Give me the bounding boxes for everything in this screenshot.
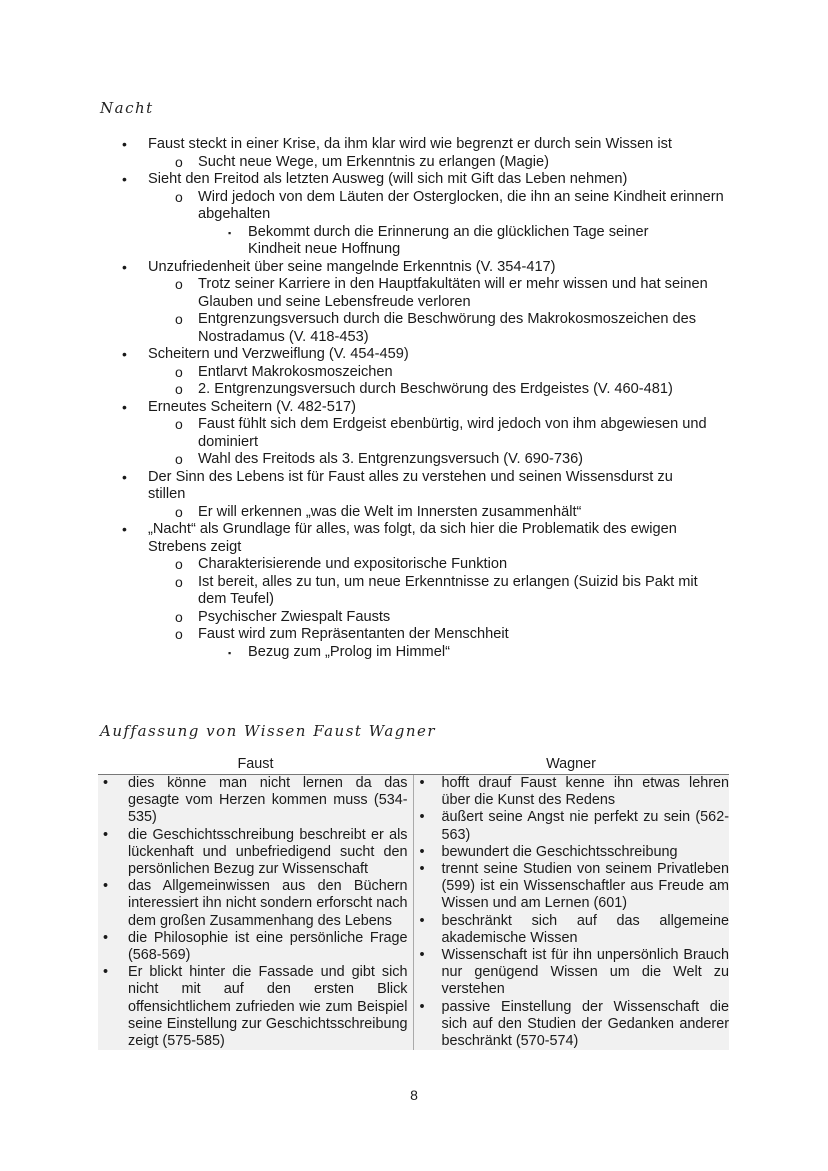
comparison-table bbox=[98, 756, 729, 1050]
square-bullet-icon: ▪ bbox=[228, 647, 232, 658]
table-cell-item: • äußert seine Angst nie perfekt zu sein (562-563) bbox=[419, 809, 729, 843]
page-number: 8 bbox=[410, 1087, 418, 1103]
circle-bullet-icon: o bbox=[175, 188, 183, 205]
list-item: • Der Sinn des Lebens ist für Faust alles zu verstehen und seinen Wissensdurst zu stillen bbox=[122, 468, 673, 502]
bullet-icon: • bbox=[419, 809, 425, 826]
table-cell-item: • die Geschichtsschreibung beschreibt er als lückenhaft und unbefriedigend sucht den persönlichen Bezug zur Wissenschaft bbox=[103, 826, 408, 878]
circle-bullet-icon: o bbox=[175, 626, 183, 642]
list-item: o Ist bereit, alles zu tun, um neue Erkenntnisse zu erlangen (Suizid bis Pakt mit dem Teufel) bbox=[175, 573, 698, 607]
circle-bullet-icon: o bbox=[175, 416, 183, 432]
table-cell-item: • passive Einstellung der Wissenschaft die sich auf den Studien der Gedanken anderer beschränkt (570-574) bbox=[419, 998, 729, 1050]
bullet-icon: • bbox=[122, 346, 127, 362]
circle-bullet-icon: o bbox=[175, 573, 183, 590]
list-item: o Faust fühlt sich dem Erdgeist ebenbürtig, wird jedoch von ihm abgewiesen und dominiert bbox=[175, 416, 707, 450]
list-item: • „Nacht“ als Grundlage für alles, was folgt, da sich hier die Problematik des ewigen Strebens zeigt bbox=[122, 521, 677, 555]
circle-bullet-icon: o bbox=[175, 503, 183, 520]
bullet-icon: • bbox=[122, 521, 127, 537]
bullet-icon: • bbox=[419, 775, 425, 791]
circle-bullet-icon: o bbox=[175, 311, 183, 327]
bullet-icon: • bbox=[103, 964, 109, 981]
wagner-column bbox=[414, 775, 730, 1050]
list-item: o Wahl des Freitods als 3. Entgrenzungsversuch (V. 690-736) bbox=[175, 451, 584, 467]
list-item: o Faust wird zum Repräsentanten der Menschheit bbox=[175, 626, 509, 642]
list-item: • Sieht den Freitod als letzten Ausweg (will sich mit Gift das Leben nehmen) bbox=[122, 171, 628, 187]
column-header-faust: Faust bbox=[237, 756, 274, 772]
bullet-icon: • bbox=[122, 258, 127, 275]
section-heading-wissen: Auffassung von Wissen Faust Wagner bbox=[100, 722, 437, 740]
list-item: ▪ Bezug zum „Prolog im Himmel“ bbox=[0, 644, 678, 662]
column-header-wagner: Wagner bbox=[546, 756, 596, 772]
table-cell-item: • beschränkt sich auf das allgemeine akademische Wissen bbox=[419, 912, 729, 946]
bullet-icon: • bbox=[122, 398, 127, 415]
bullet-icon: • bbox=[103, 929, 109, 946]
table-header bbox=[98, 756, 729, 775]
bullet-icon: • bbox=[419, 843, 425, 860]
bullet-icon: • bbox=[419, 947, 425, 964]
table-cell-item: • hofft drauf Faust kenne ihn etwas lehren über die Kunst des Redens bbox=[419, 775, 729, 809]
table-cell-item: • Er blickt hinter die Fassade und gibt sich nicht mit auf den ersten Blick offensichtlichem zufrieden wie zum Beispiel seine Einstellung zur Geschichtsschreibung zeigt (575-585) bbox=[103, 964, 408, 1050]
circle-bullet-icon: o bbox=[175, 363, 183, 380]
list-item: o Trotz seiner Karriere in den Hauptfakultäten will er mehr wissen und hat seinen Glauben und seine Lebensfreude verloren bbox=[175, 276, 708, 310]
circle-bullet-icon: o bbox=[175, 153, 183, 170]
list-item: o Wird jedoch von dem Läuten der Osterglocken, die ihn an seine Kindheit erinnern abgehalten bbox=[175, 188, 724, 222]
circle-bullet-icon: o bbox=[175, 276, 183, 292]
bullet-icon: • bbox=[122, 171, 127, 187]
table-cell-item: • Wissenschaft ist für ihn unpersönlich Brauch nur genügend Wissen um die Welt zu verstehen bbox=[419, 947, 729, 998]
list-item: • Scheitern und Verzweiflung (V. 454-459) bbox=[122, 346, 409, 362]
list-item: • Erneutes Scheitern (V. 482-517) bbox=[122, 398, 356, 415]
circle-bullet-icon: o bbox=[175, 451, 183, 467]
circle-bullet-icon: o bbox=[175, 608, 183, 625]
table-cell-item: • das Allgemeinwissen aus den Büchern interessiert ihn nicht sondern erforscht nach dem großen Zusammenhang des Lebens bbox=[103, 878, 408, 929]
bullet-icon: • bbox=[419, 998, 425, 1015]
circle-bullet-icon: o bbox=[175, 556, 183, 572]
section-heading-nacht: Nacht bbox=[100, 99, 154, 117]
list-item: • Unzufriedenheit über seine mangelnde Erkenntnis (V. 354-417) bbox=[122, 258, 556, 275]
list-item: o Charakterisierende und expositorische Funktion bbox=[175, 556, 508, 572]
bullet-icon: • bbox=[122, 468, 127, 485]
faust-column bbox=[98, 775, 414, 1050]
list-item: o Psychischer Zwiespalt Fausts bbox=[175, 608, 391, 625]
square-bullet-icon: ▪ bbox=[228, 227, 232, 238]
list-item: ▪ Bekommt durch die Erinnerung an die glücklichen Tage seiner Kindheit neue Hoffnung bbox=[228, 223, 649, 257]
circle-bullet-icon: o bbox=[175, 381, 183, 397]
table-cell-item: • trennt seine Studien von seinem Privatleben (599) ist ein Wissenschaftler aus Freude am Wissen und am Lernen (601) bbox=[419, 861, 729, 912]
list-item: • Faust steckt in einer Krise, da ihm klar wird wie begrenzt er durch sein Wissen ist bbox=[122, 136, 672, 152]
table-row bbox=[98, 775, 729, 1050]
bullet-icon: • bbox=[419, 912, 425, 929]
bullet-icon: • bbox=[103, 775, 109, 791]
list-item: o Er will erkennen „was die Welt im Innersten zusammenhält“ bbox=[175, 503, 582, 520]
bullet-icon: • bbox=[122, 136, 127, 152]
bullet-icon: • bbox=[419, 861, 425, 878]
table-cell-item: • bewundert die Geschichtsschreibung bbox=[419, 843, 678, 860]
list-item: o Entgrenzungsversuch durch die Beschwörung des Makrokosmoszeichen des Nostradamus (V. 418-453) bbox=[175, 311, 697, 345]
bullet-icon: • bbox=[103, 878, 109, 895]
table-cell-item: • die Philosophie ist eine persönliche Frage (568-569) bbox=[103, 929, 408, 964]
bullet-icon: • bbox=[103, 826, 109, 843]
list-item: o Entlarvt Makrokosmoszeichen bbox=[175, 363, 393, 380]
list-item: o 2. Entgrenzungsversuch durch Beschwörung des Erdgeistes (V. 460-481) bbox=[175, 381, 673, 397]
table-cell-item: • dies könne man nicht lernen da das gesagte vom Herzen kommen muss (534-535) bbox=[103, 775, 408, 826]
list-item: o Sucht neue Wege, um Erkenntnis zu erlangen (Magie) bbox=[175, 153, 549, 170]
nacht-outline-list bbox=[0, 136, 828, 661]
